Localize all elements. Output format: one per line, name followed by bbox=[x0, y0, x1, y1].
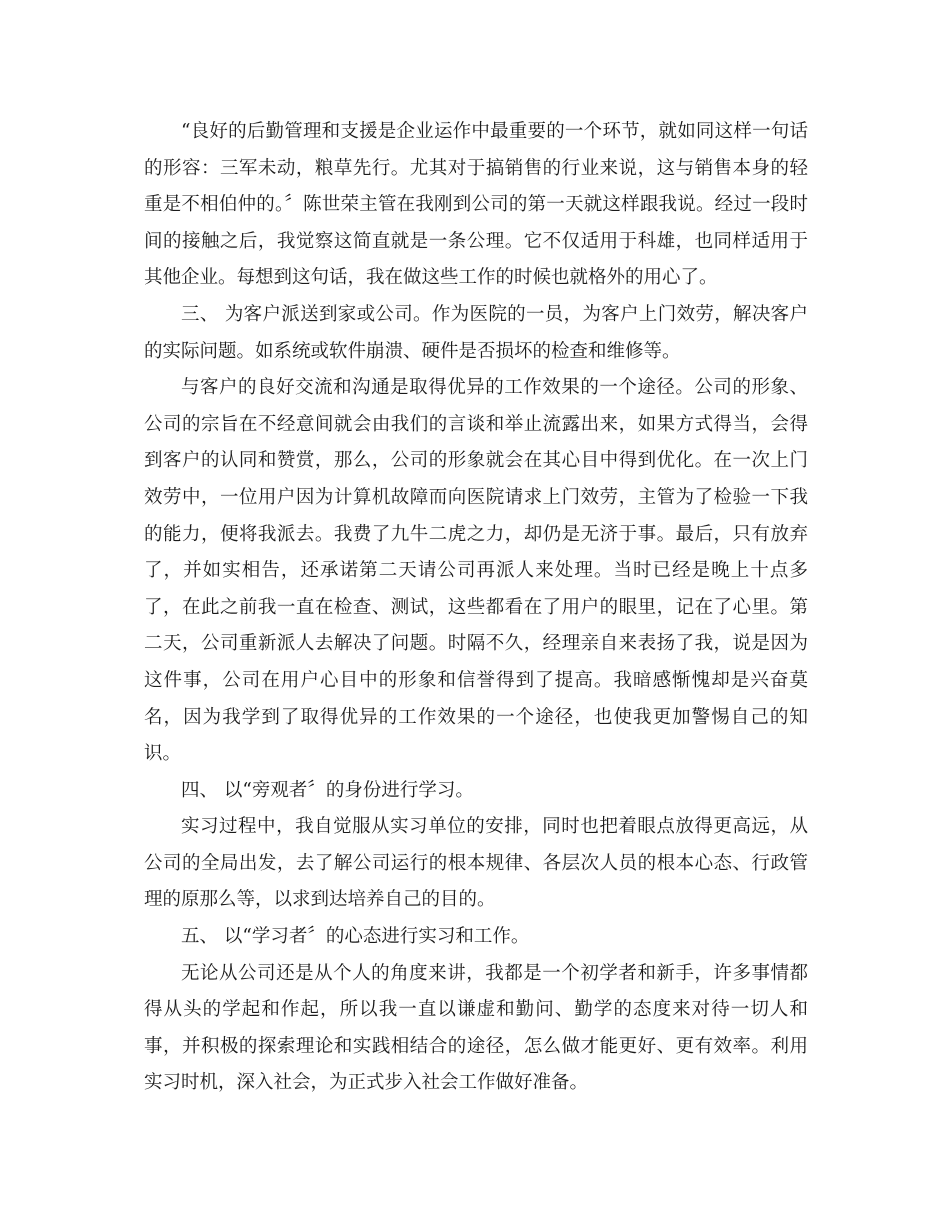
paragraph-customer-communication: 与客户的良好交流和沟通是取得优异的工作效果的一个途径。公司的形象、公司的宗旨在不经意间就会由我们的言谈和举止流露出来，如果方式得当，会得到客户的认同和赞赏，那么，公司的形象就会在其心目中得到优化。在一次上门效劳中，一位用户因为计算机故障而向医院请求上门效劳，主管为了检验一下我的能力，便将我派去。我费了九牛二虎之力，却仍是无济于事。最后，只有放弃了，并如实相告，还承诺第二天请公司再派人来处理。当时已经是晚上十点多了，在此之前我一直在检查、测试，这些都看在了用户的眼里，记在了心里。第二天，公司重新派人去解决了问题。时隔不久，经理亲自来表扬了我，说是因为这件事，公司在用户心目中的形象和信誉得到了提高。我暗感惭愧却是兴奋莫名，因为我学到了取得优异的工作效果的一个途径，也使我更加警惕自己的知识。 bbox=[144, 377, 808, 765]
paragraph-learner-attitude: 无论从公司还是从个人的角度来讲，我都是一个初学者和新手，许多事情都得从头的学起和作起，所以我一直以谦虚和勤问、勤学的态度来对待一切人和事，并积极的探索理论和实践相结合的途径，怎么做才能更好、更有效率。利用实习时机，深入社会，为正式步入社会工作做好准备。 bbox=[144, 962, 808, 1094]
paragraph-section-five-heading: 五、 以“学习者〞的心态进行实习和工作。 bbox=[181, 926, 530, 948]
document-body bbox=[144, 114, 808, 1102]
paragraph-section-four-heading: 四、 以“旁观者〞的身份进行学习。 bbox=[181, 779, 474, 801]
paragraph-logistics-quote: “良好的后勤管理和支援是企业运作中最重要的一个环节，就如同这样一句话的形容：三军未动，粮草先行。尤其对于搞销售的行业来说，这与销售本身的轻重是不相伯仲的。〞陈世荣主管在我刚到公司的第一天就这样跟我说。经过一段时间的接触之后，我觉察这简直就是一条公理。它不仅适用于科雄，也同样适用于其他企业。每想到这句话，我在做这些工作的时候也就格外的用心了。 bbox=[144, 121, 808, 289]
paragraph-section-three: 三、 为客户派送到家或公司。作为医院的一员，为客户上门效劳，解决客户的实际问题。如系统或软件崩溃、硬件是否损坏的检查和维修等。 bbox=[144, 303, 808, 362]
paragraph-observer-learning: 实习过程中，我自觉服从实习单位的安排，同时也把着眼点放得更高远，从公司的全局出发，去了解公司运行的根本规律、各层次人员的根本心态、行政管理的原那么等，以求到达培养自己的目的。 bbox=[144, 816, 808, 911]
